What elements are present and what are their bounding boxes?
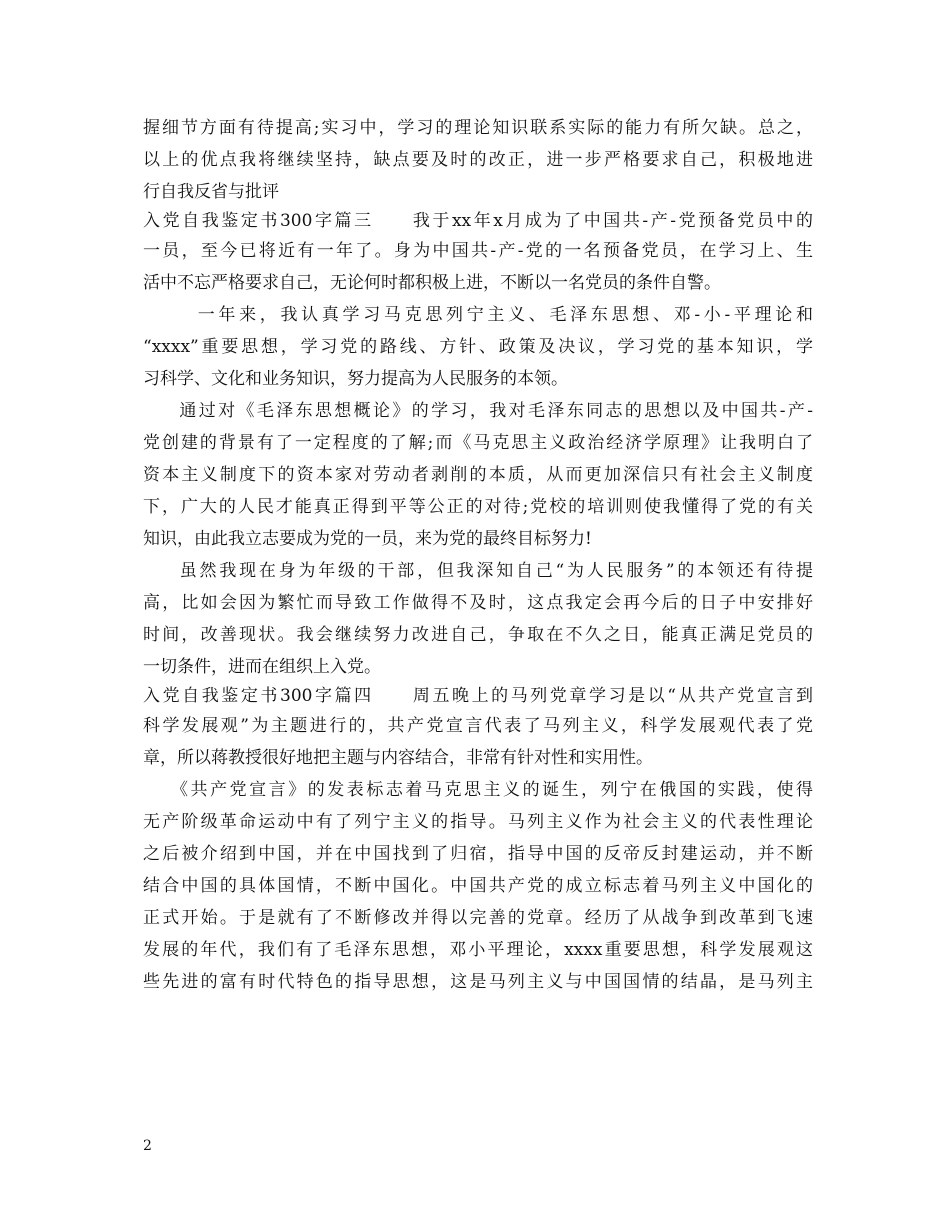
text-line: 下，广大的人民才能真正得到平等公正的对待;党校的培训则使我懂得了党的有关 (143, 497, 813, 517)
section-heading-line: 入党自我鉴定书300字篇四 周五晚上的马列党章学习是以“从共产党宣言到 (143, 686, 813, 706)
text-line: 时间，改善现状。我会继续努力改进自己，争取在不久之日，能真正满足党员的 (143, 625, 813, 645)
text-line: 结合中国的具体国情，不断中国化。中国共产党的成立标志着马列主义中国化的 (143, 876, 813, 896)
text-line: 资本主义制度下的资本家对劳动者剥削的本质，从而更加深信只有社会主义制度 (143, 465, 813, 485)
text-line: 握细节方面有待提高;实习中，学习的理论知识联系实际的能力有所欠缺。总之， (143, 118, 813, 138)
text-line: 习科学、文化和业务知识，努力提高为人民服务的本领。 (143, 369, 568, 389)
text-line: 《共产党宣言》的发表标志着马克思主义的诞生，列宁在俄国的实践，使得 (160, 780, 813, 800)
text-line: 正式开始。于是就有了不断修改并得以完善的党章。经历了从战争到改革到飞速 (143, 908, 813, 928)
page-number: 2 (143, 1138, 152, 1154)
text-line: 高，比如会因为繁忙而导致工作做得不及时，这点我定会再今后的日子中安排好 (143, 593, 813, 613)
text-line: 虽然我现在身为年级的干部，但我深知自己“为人民服务”的本领还有待提 (160, 561, 813, 581)
text-line: 无产阶级革命运动中有了列宁主义的指导。马列主义作为社会主义的代表性理论 (143, 812, 813, 832)
section-heading-line: 入党自我鉴定书300字篇三 我于xx年x月成为了中国共-产-党预备党员中的 (143, 211, 813, 231)
text-line: 一切条件，进而在组织上入党。 (143, 657, 381, 677)
text-line: 章，所以蒋教授很好地把主题与内容结合，非常有针对性和实用性。 (143, 748, 653, 768)
text-line: 发展的年代，我们有了毛泽东思想，邓小平理论，xxxx重要思想，科学发展观这 (143, 940, 813, 960)
text-line: 科学发展观”为主题进行的，共产党宣言代表了马列主义，科学发展观代表了党 (143, 716, 813, 736)
text-line: 通过对《毛泽东思想概论》的学习，我对毛泽东同志的思想以及中国共-产- (160, 401, 813, 421)
text-line: 党创建的背景有了一定程度的了解;而《马克思主义政治经济学原理》让我明白了 (143, 433, 813, 453)
text-line: 一年来，我认真学习马克思列宁主义、毛泽东思想、邓-小-平理论和 (177, 305, 813, 325)
text-line: “xxxx”重要思想，学习党的路线、方针、政策及决议，学习党的基本知识，学 (143, 337, 813, 357)
text-line: 活中不忘严格要求自己，无论何时都积极上进，不断以一名党员的条件自警。 (143, 273, 721, 293)
text-line: 之后被介绍到中国，并在中国找到了归宿，指导中国的反帝反封建运动，并不断 (143, 844, 813, 864)
text-line: 以上的优点我将继续坚持，缺点要及时的改正，进一步严格要求自己，积极地进 (143, 150, 813, 170)
text-line: 知识，由此我立志要成为党的一员，来为党的最终目标努力! (143, 529, 592, 549)
text-line: 一员，至今已将近有一年了。身为中国共-产-党的一名预备党员，在学习上、生 (143, 241, 813, 261)
text-line: 行自我反省与批评 (143, 182, 279, 202)
document-body (143, 112, 813, 998)
text-line: 些先进的富有时代特色的指导思想，这是马列主义与中国国情的结晶，是马列主 (143, 972, 813, 992)
